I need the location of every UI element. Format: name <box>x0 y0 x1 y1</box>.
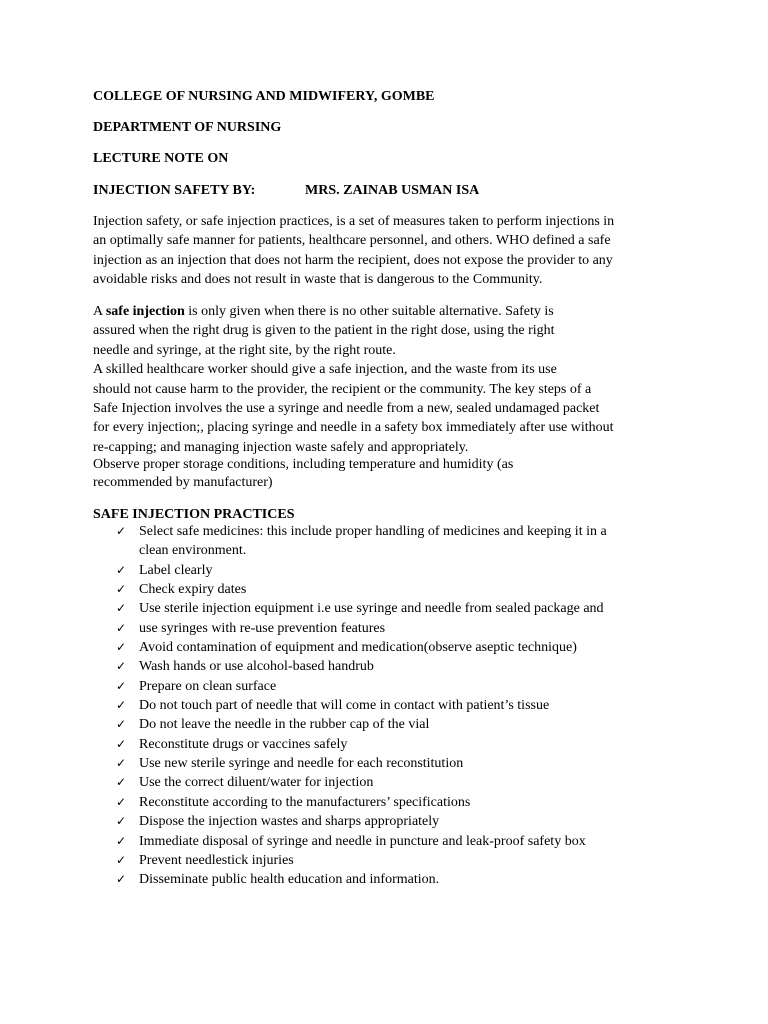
practice-item <box>116 561 696 580</box>
lecture-note-heading: LECTURE NOTE ON <box>93 151 229 166</box>
practice-item <box>116 522 696 561</box>
safe-injection-line: for every injection;, placing syringe and needle in a safety box immediately after use without <box>93 420 614 436</box>
safe-injection-line: A skilled healthcare worker should give a safe injection, and the waste from its use <box>93 362 557 378</box>
checkmark-icon: ✓ <box>116 794 127 809</box>
practice-item-text: Do not leave the needle in the rubber cap of the vial <box>139 717 430 733</box>
practice-item-continuation: clean environment. <box>139 543 247 559</box>
practice-item <box>116 677 696 696</box>
author-name: MRS. ZAINAB USMAN ISA <box>305 183 480 198</box>
intro-line: an optimally safe manner for patients, healthcare personnel, and others. WHO defined a safe <box>93 233 611 249</box>
practice-item <box>116 657 696 676</box>
checkmark-icon: ✓ <box>116 872 127 887</box>
practice-item <box>116 832 696 851</box>
practice-item <box>116 754 696 773</box>
checkmark-icon: ✓ <box>116 620 127 635</box>
intro-line: Injection safety, or safe injection practices, is a set of measures taken to perform injections in <box>93 214 615 229</box>
practice-item-text: Label clearly <box>139 562 213 578</box>
practice-item <box>116 696 696 715</box>
safe-injection-term: safe injection <box>105 304 185 319</box>
checkmark-icon: ✓ <box>116 698 127 713</box>
safe-injection-line: re-capping; and managing injection waste safely and appropriately. <box>93 439 469 455</box>
practice-item-text: Select safe medicines: this include proper handling of medicines and keeping it in a <box>139 524 607 539</box>
practice-item <box>116 715 696 734</box>
practice-item-text: Avoid contamination of equipment and medication(observe aseptic technique) <box>139 640 577 656</box>
storage-paragraph <box>93 456 683 492</box>
safe-injection-prefix: A <box>93 304 106 319</box>
practice-item-text: Reconstitute drugs or vaccines safely <box>139 736 348 752</box>
practice-item-text: Dispose the injection wastes and sharps appropriately <box>139 814 440 830</box>
checkmark-icon: ✓ <box>116 756 127 771</box>
intro-line: avoidable risks and does not result in waste that is dangerous to the Community. <box>93 272 543 288</box>
safe-injection-line <box>93 302 683 321</box>
checkmark-icon: ✓ <box>116 582 127 597</box>
practice-item-text: Disseminate public health education and information. <box>139 872 440 888</box>
checkmark-icon: ✓ <box>116 524 127 538</box>
practice-item <box>116 851 696 870</box>
safe-injection-line1-rest: is only given when there is no other suitable alternative. Safety is <box>184 304 554 319</box>
safe-injection-line: needle and syringe, at the right site, by the right route. <box>93 342 396 358</box>
checkmark-icon: ✓ <box>116 717 127 732</box>
practices-title: SAFE INJECTION PRACTICES <box>93 507 295 522</box>
safe-injection-line: should not cause harm to the provider, the recipient or the community. The key steps of a <box>93 381 592 397</box>
practice-item-text: Do not touch part of needle that will come in contact with patient’s tissue <box>139 698 550 714</box>
intro-paragraph <box>93 212 683 290</box>
checkmark-icon: ✓ <box>116 601 127 616</box>
checkmark-icon: ✓ <box>116 678 127 693</box>
practice-item-text: Wash hands or use alcohol-based handrub <box>139 659 374 675</box>
topic-label: INJECTION SAFETY BY: <box>93 183 256 198</box>
checkmark-icon: ✓ <box>116 833 127 848</box>
practice-item-text: Use the correct diluent/water for injection <box>139 775 374 791</box>
department-heading: DEPARTMENT OF NURSING <box>93 120 282 135</box>
checkmark-icon: ✓ <box>116 736 127 751</box>
practice-item-text: Use new sterile syringe and needle for each reconstitution <box>139 756 464 772</box>
checkmark-icon: ✓ <box>116 852 127 867</box>
practice-item-text: Check expiry dates <box>139 582 247 598</box>
safe-injection-paragraph <box>93 302 683 457</box>
practice-item-text: Prepare on clean surface <box>139 678 277 694</box>
checkmark-icon: ✓ <box>116 659 127 674</box>
practice-item <box>116 735 696 754</box>
topic-heading <box>93 183 480 199</box>
storage-line: recommended by manufacturer) <box>93 475 273 490</box>
practice-item-text: Use sterile injection equipment i.e use syringe and needle from sealed package and <box>139 601 604 617</box>
practice-item <box>116 599 696 618</box>
intro-line: injection as an injection that does not harm the recipient, does not expose the provider to any <box>93 252 613 268</box>
checkmark-icon: ✓ <box>116 814 127 829</box>
checkmark-icon: ✓ <box>116 775 127 790</box>
practice-item-text: Prevent needlestick injuries <box>139 852 294 868</box>
practice-item <box>116 793 696 812</box>
safe-injection-line: Safe Injection involves the use a syringe and needle from a new, sealed undamaged packet <box>93 401 600 417</box>
practice-item-text: use syringes with re-use prevention features <box>139 620 386 636</box>
checkmark-icon: ✓ <box>116 640 127 655</box>
safe-injection-line: assured when the right drug is given to the patient in the right dose, using the right <box>93 323 555 339</box>
checkmark-icon: ✓ <box>116 562 127 577</box>
practices-list <box>116 522 696 890</box>
practice-item <box>116 870 696 889</box>
practice-item <box>116 812 696 831</box>
practice-item <box>116 773 696 792</box>
storage-line: Observe proper storage conditions, including temperature and humidity (as <box>93 457 514 472</box>
practice-item-text: Reconstitute according to the manufacturers’ specifications <box>139 794 471 810</box>
practice-item <box>116 619 696 638</box>
practice-item <box>116 638 696 657</box>
practice-item <box>116 580 696 599</box>
practice-item-text: Immediate disposal of syringe and needle in puncture and leak-proof safety box <box>139 833 586 849</box>
college-heading: COLLEGE OF NURSING AND MIDWIFERY, GOMBE <box>93 89 435 104</box>
